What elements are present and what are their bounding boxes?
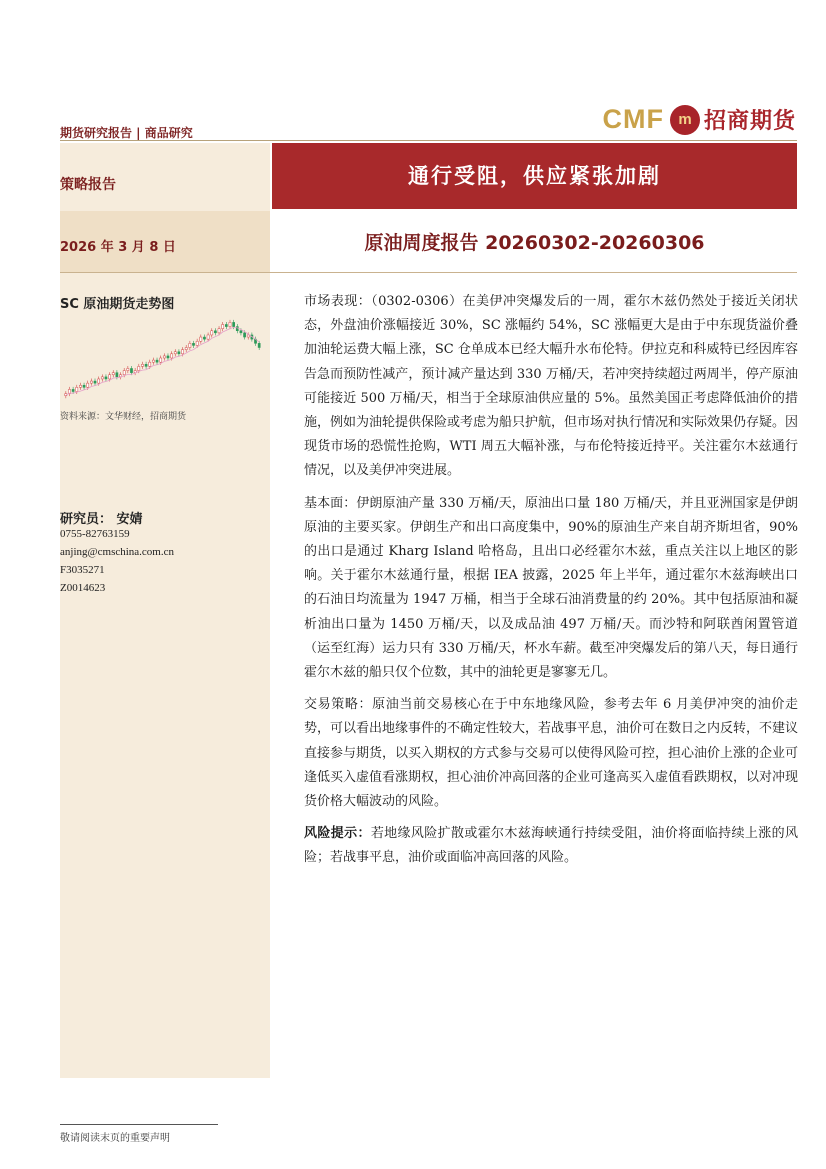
chart-candle [214,331,216,333]
chart-title: SC 原油期货走势图 [60,297,175,312]
chart-candle [127,368,129,370]
risk-paragraph [304,822,798,870]
chart-candle [76,387,78,391]
header-divider [60,140,797,141]
chart-candle [243,333,245,337]
trading-strategy-paragraph: 交易策略：原油当前交易核心在于中东地缘风险，参考去年 6 月美伊冲突的油价走势，可以看出地缘事件的不确定性较大，若战事平息，油价可在数日之内反转，不建议直接参与期货，以买入期权的方式参与交易可以使得风险可控，担心油价上涨的企业可逢低买入虚值看涨期权，担心油价冲高回落的企业可逢高买入虚值看跌期权，以对冲现货价格大幅波动的风险。 [304,697,799,810]
report-title: 通行受阻，供应紧张加剧 [408,164,661,188]
chart-candle [200,337,202,341]
chart-candle [247,335,249,337]
chart-candle [72,389,74,391]
fundamentals-paragraph: 基本面：伊朗原油产量 330 万桶/天，原油出口量 180 万桶/天，并且亚洲国家是伊朗原油的主要买家。伊朗生产和出口高度集中，90%的原油生产来自胡齐斯坦省，90%的出口是通过 Kharg Island 哈格岛，且出口必经霍尔木兹，重点关注以上地区的影响。关于霍尔木兹通行量，根据 IEA 披露，2025 年上半年，通过霍尔木兹海峡出口的石油日均流量为 1947 万桶，相当于全球石油消费量的约 20%。其中包括原油和凝析油出口量为 1450 万桶/天，以及成品油 497 万桶/天。而沙特和阿联酋闲置管道（运至红海）运力只有 330 万桶/天，杯水车薪。截至冲突爆发后的第八天，每日通行霍尔木兹的船只仅个位数，其中的油轮更是寥寥无几。 [304,495,798,681]
chart-candle [207,335,209,339]
chart-candle [83,385,85,387]
chart-candle [258,343,260,347]
logo-text-cn: 招商期货 [703,109,796,134]
chart-candle [101,377,103,379]
chart-candle [156,360,158,362]
chart-candle [112,373,114,375]
analyst-phone: 0755-82763159 [60,528,130,540]
chart-candle [163,356,165,358]
report-type-label: 策略报告 [60,177,116,193]
chart-candle [105,377,107,379]
chart-candle [152,360,154,362]
chart-candle [145,364,147,366]
footer-divider [60,1124,218,1125]
risk-label: 风险提示： [304,826,371,842]
report-category: 期货研究报告 | 商品研究 [60,126,193,140]
chart-candle [196,341,198,345]
chart-candle [181,350,183,354]
chart-candle [174,352,176,354]
chart-candle [203,337,205,339]
chart-candle [116,373,118,377]
chart-candle [178,352,180,354]
chart-candle [211,331,213,335]
chart-candle [240,331,242,333]
chart-candle [90,381,92,383]
report-date: 2026 年 3 月 8 日 [60,240,176,255]
chart-candle [138,366,140,370]
analyst-license-f: F3035271 [60,564,105,576]
chart-candle [167,356,169,358]
market-performance-paragraph: 市场表现：（0302-0306）在美伊冲突爆发后的一周，霍尔木兹仍然处于接近关闭状态，外盘油价涨幅接近 30%，SC 涨幅约 54%，SC 涨幅更大是由于中东现货溢价叠加油轮运费大幅上涨，SC 仓单成本已经大幅升水布伦特。伊拉克和科威特已经因库容告急而预防性减产，预计减产量达到 330 万桶/天，若冲突持续超过两周半，停产原油可能接近 500 万桶/天，相当于全球原油供应量的 5%。虽然美国正考虑降低油价的措施，例如为油轮提供保险或考虑为船只护航，但市场对执行情况和实际效果仍存疑。因现货市场的恐慌性抢购，WTI 周五大幅补涨，与布伦特接近持平。关注霍尔木兹通行情况，以及美伊冲突进展。 [304,294,799,479]
chart-candle [229,322,231,326]
chart-candle [218,329,220,333]
chart-candle [123,371,125,375]
chart-candle [109,375,111,379]
chart-candle [189,343,191,347]
chart-candle [79,385,81,387]
analyst-license-z: Z0014623 [60,582,106,594]
chart-candle [225,324,227,326]
analyst-email: anjing@cmschina.com.cn [60,546,174,558]
chart-candle [233,322,235,326]
section-divider [60,272,797,273]
sc-price-chart [60,310,265,406]
analyst-name: 研究员： 安婧 [60,512,143,527]
footer-note: 敬请阅读末页的重要声明 [60,1133,170,1144]
report-body [304,290,798,879]
chart-candle [185,348,187,350]
report-subtitle: 原油周度报告 20260302-20260306 [364,232,705,254]
company-logo [603,104,797,135]
chart-source: 资料来源：文华财经，招商期货 [60,412,187,422]
logo-badge-icon: m [670,105,700,135]
chart-candle [149,362,151,366]
chart-candle [192,343,194,345]
sidebar-background [60,143,270,1078]
chart-candle [98,379,100,383]
chart-candle [130,368,132,372]
chart-candle [160,358,162,362]
chart-candle [141,364,143,366]
chart-candle [87,383,89,387]
logo-text-en: CMF [602,104,664,134]
chart-candle [222,324,224,328]
chart-candle [236,327,238,331]
chart-candle [171,354,173,358]
risk-text: 若地缘风险扩散或霍尔木兹海峡通行持续受阻，油价将面临持续上涨的风险；若战事平息，油价或面临冲高回落的风险。 [304,826,798,866]
chart-candle [94,381,96,383]
